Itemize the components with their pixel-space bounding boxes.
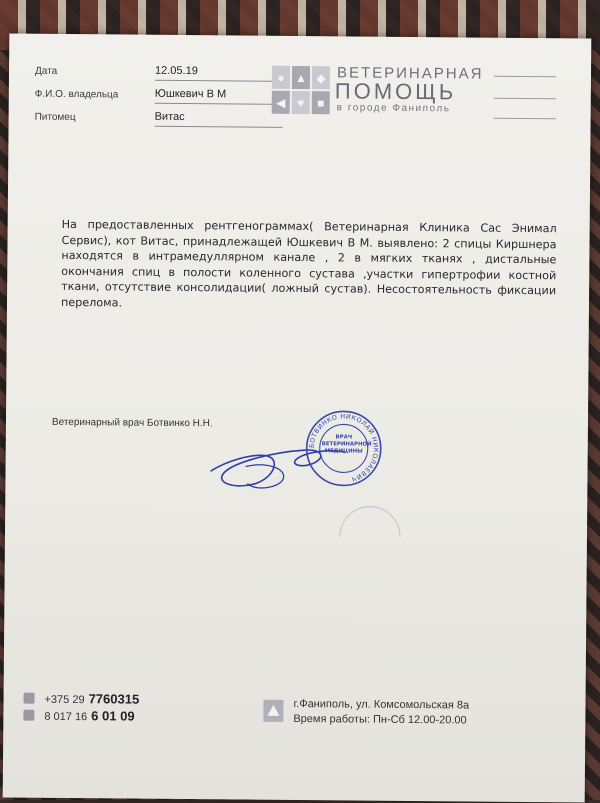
- logo-tile: [272, 91, 290, 114]
- pet-underline: [155, 126, 283, 128]
- pet-field: [35, 110, 283, 130]
- phone-number: 6 01 09: [91, 708, 135, 724]
- landline-phone-icon: [23, 710, 34, 721]
- header-rule: [494, 118, 556, 120]
- mobile-phone-icon: [23, 693, 34, 704]
- bird-icon: ◀: [276, 95, 286, 110]
- header-rule: [494, 76, 556, 78]
- address-text: г.Фаниполь, ул. Комсомольская 8а: [293, 697, 470, 712]
- location-icon: [263, 700, 283, 722]
- logo-tile: [292, 91, 310, 114]
- owner-value: Юшкевич В М: [154, 87, 227, 101]
- cat-icon: ▲: [294, 70, 307, 85]
- phone-number: 7760315: [88, 691, 140, 707]
- doctor-signature-line: Ветеринарный врач Ботвинко Н.Н.: [51, 416, 213, 430]
- stamp-center-text: ВРАЧ ВЕТЕРИНАРНОЙ МЕДИЦИНЫ: [321, 434, 372, 455]
- rabbit-icon: ■: [317, 95, 325, 110]
- date-value: 12.05.19: [154, 64, 198, 78]
- footer-phones: [23, 691, 139, 726]
- phone-prefix: 8 017 16: [44, 710, 88, 724]
- logo-tile: [292, 66, 310, 89]
- doctor-stamp: [303, 408, 384, 489]
- clinic-logo: [272, 66, 330, 115]
- date-field: [35, 64, 283, 84]
- document-sheet: [3, 33, 592, 802]
- logo-tile: [312, 66, 330, 89]
- logo-tile: [272, 66, 290, 89]
- phone-landline: [23, 708, 139, 726]
- logo-tile: [312, 91, 330, 114]
- header-rule: [494, 98, 556, 100]
- clinic-name-line1: ВЕТЕРИНАРНАЯ: [336, 64, 484, 83]
- owner-field: [34, 87, 286, 110]
- stamp-ring-text: БОТВИНКО НИКОЛАЙ НИКОЛАЕВИЧ: [307, 412, 380, 484]
- pet-label: Питомец: [34, 111, 76, 124]
- heart-icon: ♥: [297, 95, 305, 110]
- phone-prefix: +375 29: [44, 693, 85, 707]
- phone-mobile: [23, 691, 139, 709]
- date-label: Дата: [34, 65, 58, 77]
- clinic-name-line2: ПОМОЩЬ: [334, 78, 457, 105]
- dog-icon: ◆: [316, 70, 326, 85]
- owner-underline: [155, 103, 283, 105]
- working-hours: Время работы: Пн-Сб 12.00-20.00: [293, 712, 467, 727]
- date-underline: [155, 80, 283, 82]
- owner-label: Ф.И.О. владельца: [34, 88, 119, 101]
- pet-value: Витас: [154, 110, 185, 124]
- faded-stamp-imprint: [335, 481, 406, 542]
- clinic-name-line3: в городе Фаниполь: [336, 102, 451, 115]
- findings-paragraph: На предоставленных рентгенограммах( Ветеринарная Клиника Сас Энимал Сервис), кот Витас, принадлежащей Юшкевич В М. выявлено: 2 спицы Киршнера находятся в интрамедуллярном канале , 2 в мягких тканях , дистальные окончания спиц в полости коленного сустава ,участки гипертрофии костной ткани, отсутствие консолидации( ложный сустав). Несостоятельность фиксации перелома.: [60, 217, 557, 310]
- paw-icon: ●: [277, 70, 285, 85]
